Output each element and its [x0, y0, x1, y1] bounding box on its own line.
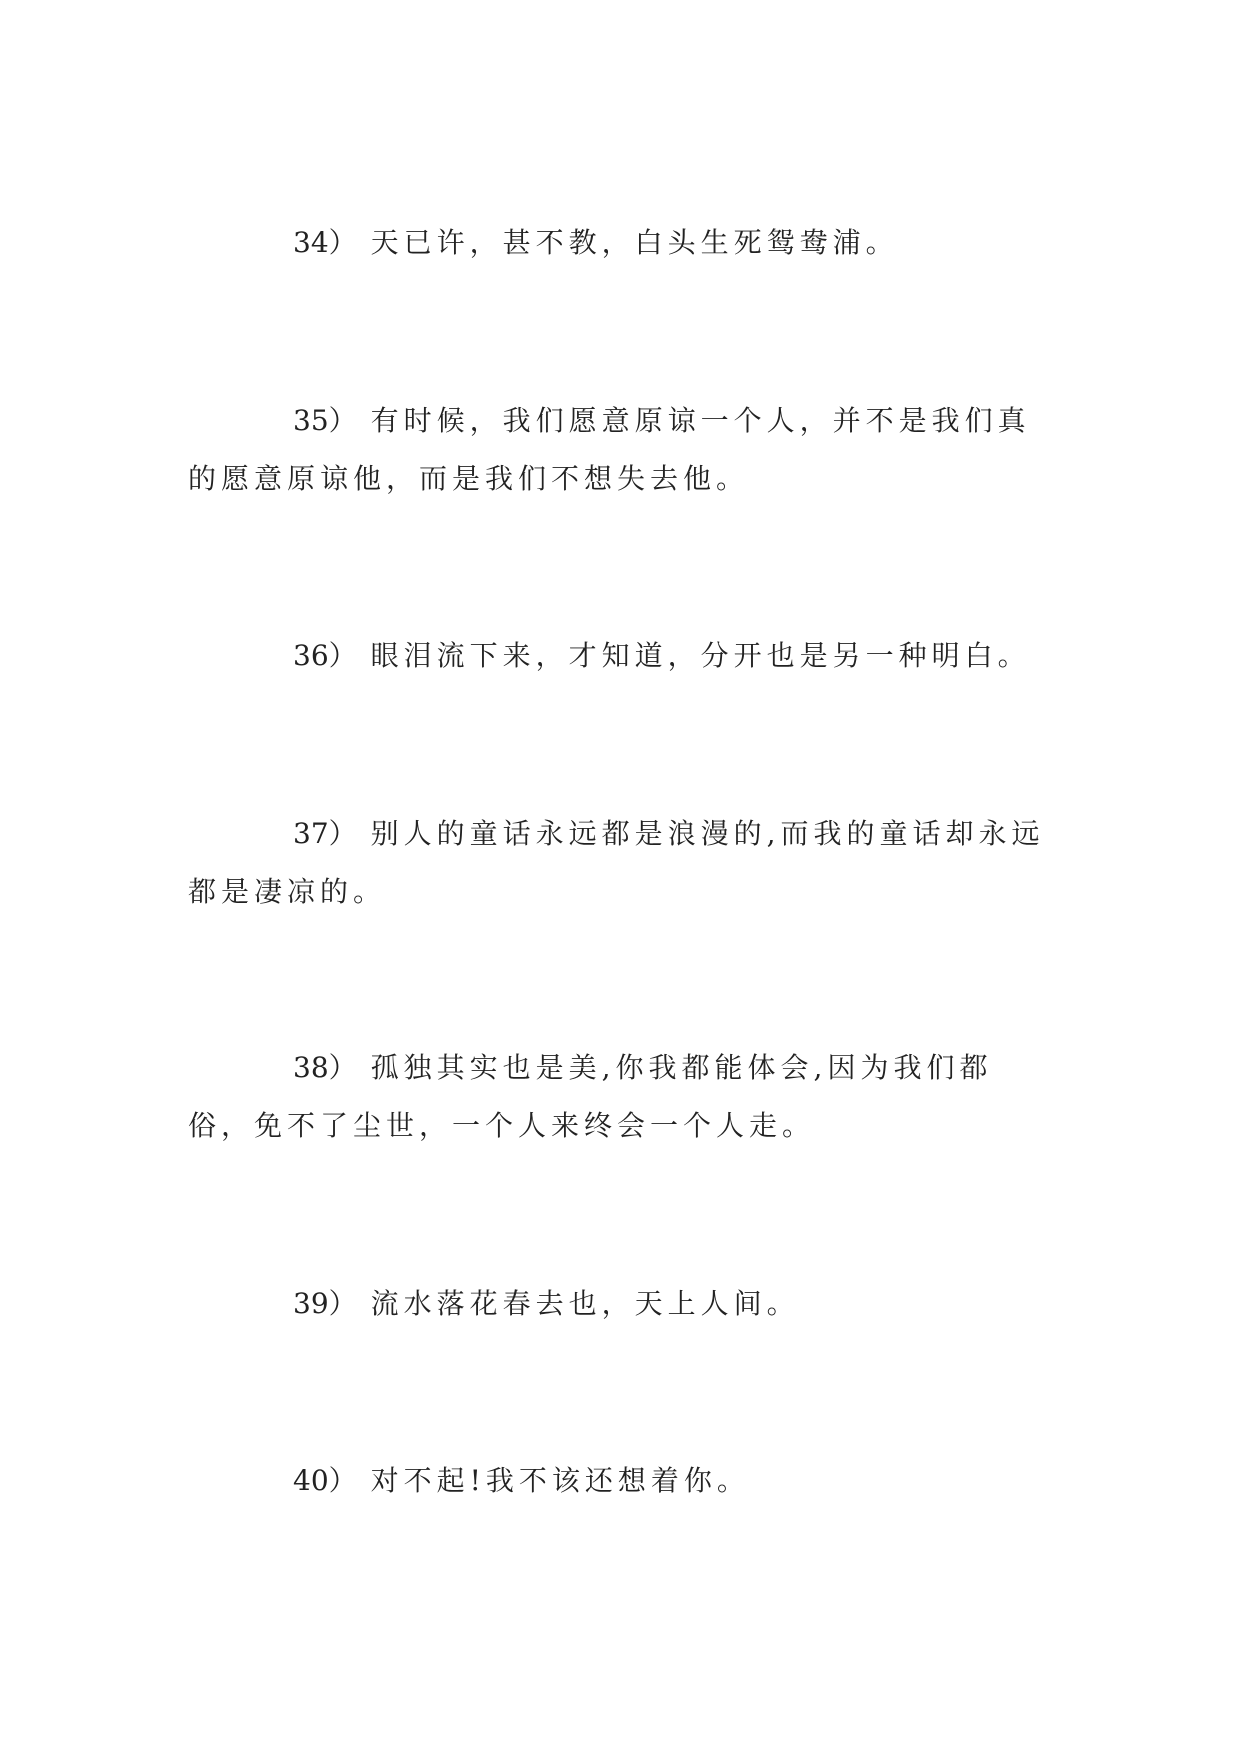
item-text: 对不起!我不该还想着你。: [370, 1464, 750, 1497]
paragraph-40: [188, 1452, 1048, 1510]
item-text: 天已许，甚不教，白头生死鸳鸯浦。: [370, 226, 899, 259]
paragraph-35: [188, 392, 1048, 508]
item-number: 39）: [293, 1287, 357, 1320]
paragraph-39: [188, 1275, 1048, 1333]
paragraph-38: [188, 1039, 1048, 1155]
item-text: 流水落花春去也，天上人间。: [370, 1287, 800, 1320]
item-number: 34）: [293, 226, 357, 259]
item-text: 别人的童话永远都是浪漫的,而我的童话却永远都是凄凉的。: [188, 817, 1045, 908]
item-number: 40）: [293, 1464, 357, 1497]
paragraph-34: [188, 214, 1048, 272]
item-number: 37）: [293, 817, 357, 850]
item-number: 35）: [293, 404, 357, 437]
item-text: 孤独其实也是美,你我都能体会,因为我们都俗，免不了尘世，一个人来终会一个人走。: [188, 1051, 993, 1142]
item-number: 36）: [293, 639, 357, 672]
paragraph-37: [188, 805, 1048, 921]
item-text: 有时候，我们愿意原谅一个人，并不是我们真的愿意原谅他，而是我们不想失去他。: [188, 404, 1031, 495]
item-text: 眼泪流下来，才知道，分开也是另一种明白。: [370, 639, 1031, 672]
item-number: 38）: [293, 1051, 357, 1084]
paragraph-36: [188, 627, 1048, 685]
